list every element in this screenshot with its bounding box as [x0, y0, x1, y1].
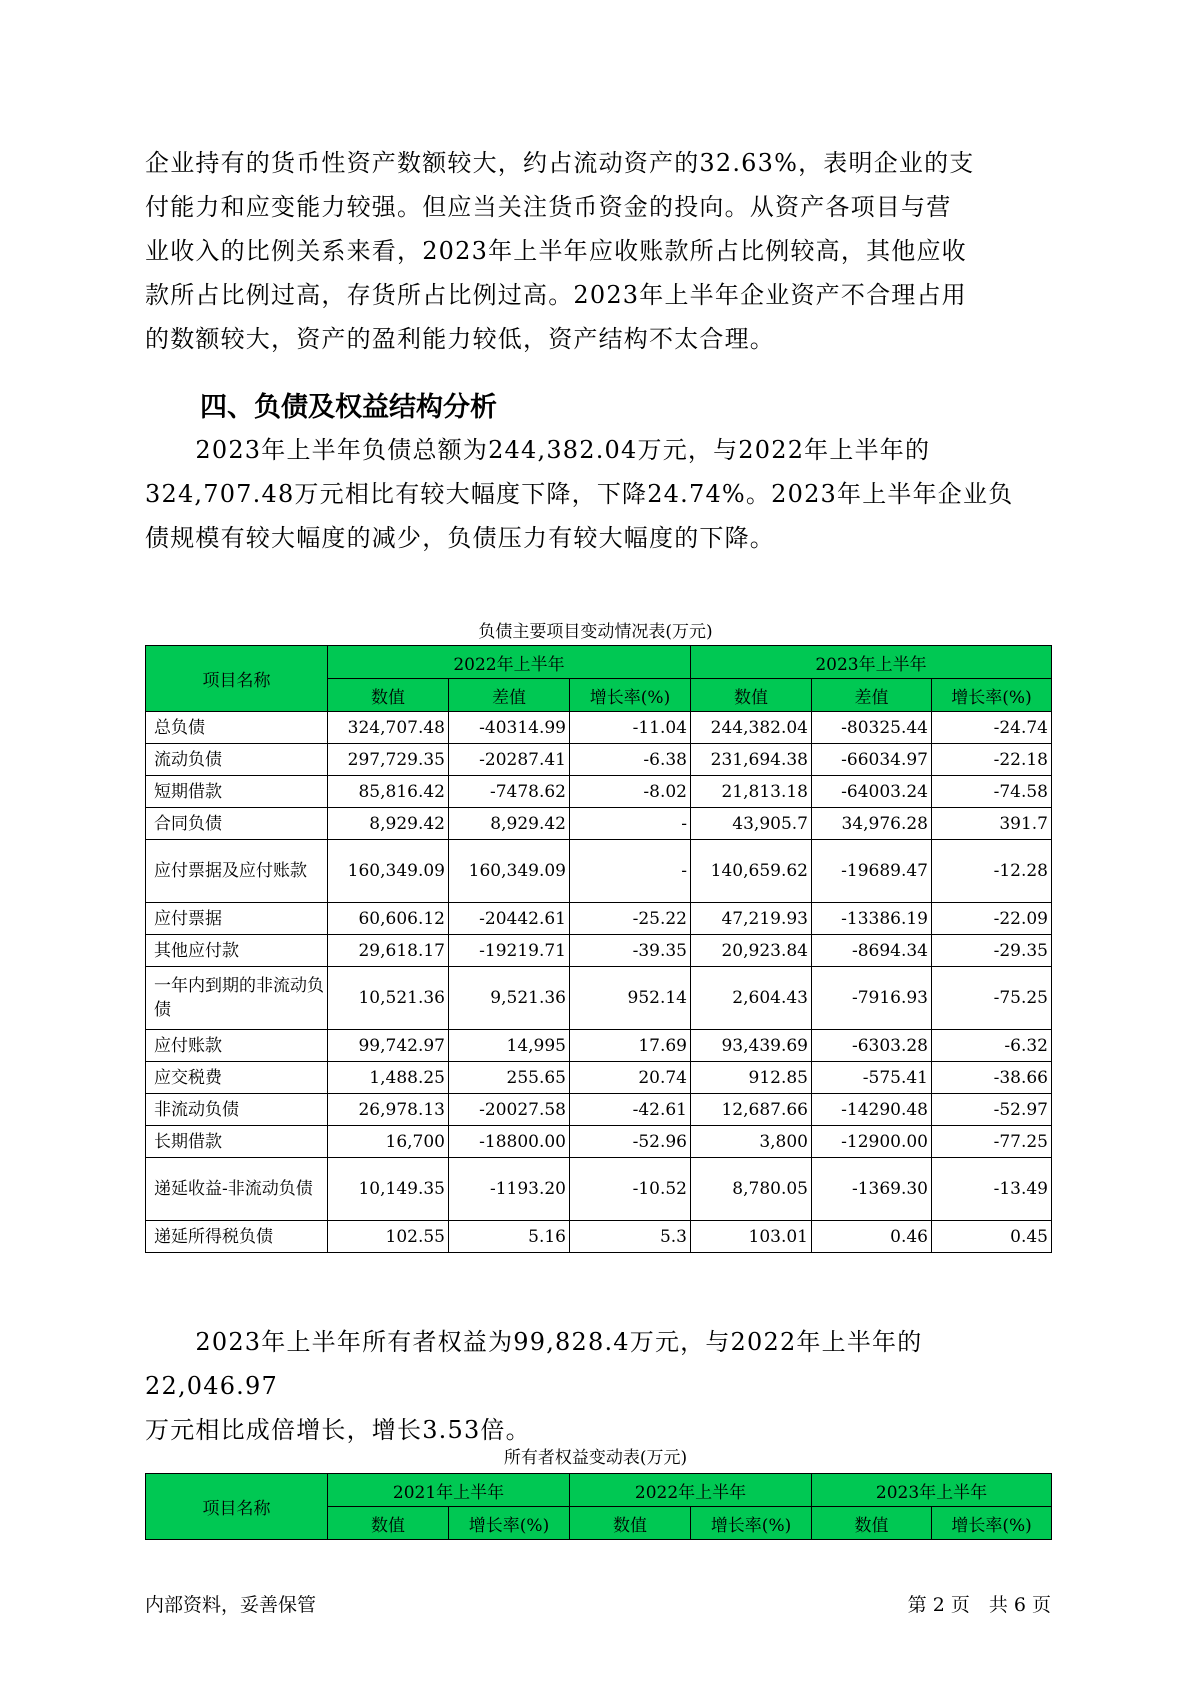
text-line: 万元相比成倍增长，增长3.53倍。: [145, 1416, 531, 1444]
table-cell: 93,439.69: [691, 1030, 812, 1062]
table-cell: 8,780.05: [691, 1158, 812, 1221]
equity-table: [145, 1473, 1052, 1540]
table-cell: 17.69: [570, 1030, 691, 1062]
table-cell: 10,521.36: [328, 967, 449, 1030]
column-header: 差值: [812, 679, 932, 712]
row-label: 合同负债: [146, 808, 328, 840]
row-label: 递延所得税负债: [146, 1221, 328, 1253]
table-cell: 324,707.48: [328, 712, 449, 744]
item-name-header: 项目名称: [146, 646, 328, 712]
table-cell: -10.52: [570, 1158, 691, 1221]
table-row: [146, 744, 1052, 776]
table-row: [146, 1158, 1052, 1221]
table-cell: -52.97: [932, 1094, 1052, 1126]
table-cell: -39.35: [570, 935, 691, 967]
item-name-header: 项目名称: [146, 1474, 328, 1540]
table-cell: 10,149.35: [328, 1158, 449, 1221]
table-cell: -74.58: [932, 776, 1052, 808]
text-line: 的数额较大，资产的盈利能力较低，资产结构不太合理。: [145, 325, 775, 353]
section-heading: 四、负债及权益结构分析: [200, 392, 497, 423]
row-label: 应交税费: [146, 1062, 328, 1094]
table-cell: 2,604.43: [691, 967, 812, 1030]
text-line: 324,707.48万元相比有较大幅度下降，下降24.74%。2023年上半年企业负: [145, 480, 1014, 508]
table-cell: 391.7: [932, 808, 1052, 840]
table-cell: -66034.97: [812, 744, 932, 776]
table-cell: -22.09: [932, 903, 1052, 935]
period-header: 2023年上半年: [691, 646, 1052, 679]
footer-page-number: 第 2 页 共 6 页: [907, 1594, 1051, 1616]
table-cell: 160,349.09: [328, 840, 449, 903]
table-cell: 5.3: [570, 1221, 691, 1253]
column-header: 增长率(%): [932, 679, 1052, 712]
table-cell: 952.14: [570, 967, 691, 1030]
table-cell: -: [570, 840, 691, 903]
table-cell: -13386.19: [812, 903, 932, 935]
table-cell: -52.96: [570, 1126, 691, 1158]
text-line: 款所占比例过高，存货所占比例过高。2023年上半年企业资产不合理占用: [145, 281, 967, 309]
table-cell: -7916.93: [812, 967, 932, 1030]
table-row: [146, 935, 1052, 967]
table-cell: -24.74: [932, 712, 1052, 744]
table-cell: -20442.61: [449, 903, 570, 935]
row-label: 应付账款: [146, 1030, 328, 1062]
period-header: 2021年上半年: [328, 1474, 570, 1507]
table-row: [146, 1094, 1052, 1126]
row-label: 递延收益-非流动负债: [146, 1158, 328, 1221]
table-cell: 103.01: [691, 1221, 812, 1253]
table-row: [146, 1221, 1052, 1253]
table-row: [146, 1126, 1052, 1158]
table-cell: 0.45: [932, 1221, 1052, 1253]
column-header: 差值: [449, 679, 570, 712]
column-header: 增长率(%): [449, 1507, 570, 1540]
table-cell: 21,813.18: [691, 776, 812, 808]
table-cell: -: [570, 808, 691, 840]
equity-table-caption: 所有者权益变动表(万元): [503, 1448, 688, 1468]
table-cell: -8694.34: [812, 935, 932, 967]
period-header: 2022年上半年: [570, 1474, 812, 1507]
table-cell: 244,382.04: [691, 712, 812, 744]
table-cell: -20027.58: [449, 1094, 570, 1126]
table-cell: 912.85: [691, 1062, 812, 1094]
table-cell: 1,488.25: [328, 1062, 449, 1094]
column-header: 增长率(%): [932, 1507, 1052, 1540]
row-label: 其他应付款: [146, 935, 328, 967]
period-header: 2022年上半年: [328, 646, 691, 679]
table-cell: -80325.44: [812, 712, 932, 744]
row-label: 应付票据: [146, 903, 328, 935]
table-cell: -12.28: [932, 840, 1052, 903]
table-cell: 34,976.28: [812, 808, 932, 840]
table-cell: -20287.41: [449, 744, 570, 776]
table-row: [146, 1062, 1052, 1094]
table-cell: -1193.20: [449, 1158, 570, 1221]
text-line: 企业持有的货币性资产数额较大，约占流动资产的32.63%，表明企业的支: [145, 149, 975, 177]
table-cell: 29,618.17: [328, 935, 449, 967]
table-cell: 160,349.09: [449, 840, 570, 903]
table-cell: -7478.62: [449, 776, 570, 808]
intro-paragraph: [145, 141, 1045, 361]
table-cell: 14,995: [449, 1030, 570, 1062]
table-cell: -64003.24: [812, 776, 932, 808]
row-label: 短期借款: [146, 776, 328, 808]
text-line: 2023年上半年所有者权益为99,828.4万元，与2022年上半年的22,046.97: [145, 1328, 923, 1400]
liability-paragraph: [145, 428, 1045, 560]
equity-paragraph: [145, 1320, 1045, 1452]
table-cell: 26,978.13: [328, 1094, 449, 1126]
text-line: 2023年上半年负债总额为244,382.04万元，与2022年上半年的: [145, 436, 931, 464]
table-cell: 8,929.42: [328, 808, 449, 840]
table-cell: 47,219.93: [691, 903, 812, 935]
table-cell: -38.66: [932, 1062, 1052, 1094]
row-label: 总负债: [146, 712, 328, 744]
table-cell: 140,659.62: [691, 840, 812, 903]
table-cell: 3,800: [691, 1126, 812, 1158]
table-cell: 16,700: [328, 1126, 449, 1158]
liability-table-caption: 负债主要项目变动情况表(万元): [478, 622, 713, 642]
row-label: 长期借款: [146, 1126, 328, 1158]
table-row: [146, 712, 1052, 744]
table-cell: 5.16: [449, 1221, 570, 1253]
table-cell: 231,694.38: [691, 744, 812, 776]
column-header: 数值: [328, 1507, 449, 1540]
table-cell: 60,606.12: [328, 903, 449, 935]
table-cell: -6.38: [570, 744, 691, 776]
table-cell: -18800.00: [449, 1126, 570, 1158]
row-label: 流动负债: [146, 744, 328, 776]
row-label: 一年内到期的非流动负债: [146, 967, 328, 1030]
table-cell: 99,742.97: [328, 1030, 449, 1062]
row-label: 应付票据及应付账款: [146, 840, 328, 903]
table-cell: -1369.30: [812, 1158, 932, 1221]
table-row: [146, 903, 1052, 935]
text-line: 债规模有较大幅度的减少，负债压力有较大幅度的下降。: [145, 524, 775, 552]
table-row: [146, 808, 1052, 840]
row-label: 非流动负债: [146, 1094, 328, 1126]
table-cell: -25.22: [570, 903, 691, 935]
column-header: 增长率(%): [570, 679, 691, 712]
table-cell: 8,929.42: [449, 808, 570, 840]
table-cell: 102.55: [328, 1221, 449, 1253]
table-cell: -6303.28: [812, 1030, 932, 1062]
table-cell: -40314.99: [449, 712, 570, 744]
table-cell: 20.74: [570, 1062, 691, 1094]
table-row: [146, 840, 1052, 903]
column-header: 增长率(%): [691, 1507, 812, 1540]
table-cell: -19219.71: [449, 935, 570, 967]
table-cell: -29.35: [932, 935, 1052, 967]
liability-table-body: [146, 712, 1052, 1253]
table-cell: -75.25: [932, 967, 1052, 1030]
table-cell: 20,923.84: [691, 935, 812, 967]
text-line: 业收入的比例关系来看，2023年上半年应收账款所占比例较高，其他应收: [145, 237, 967, 265]
table-cell: -575.41: [812, 1062, 932, 1094]
column-header: 数值: [328, 679, 449, 712]
table-cell: 85,816.42: [328, 776, 449, 808]
table-cell: -14290.48: [812, 1094, 932, 1126]
table-cell: -6.32: [932, 1030, 1052, 1062]
table-cell: 297,729.35: [328, 744, 449, 776]
footer-confidential-note: 内部资料，妥善保管: [145, 1594, 317, 1616]
text-line: 付能力和应变能力较强。但应当关注货币资金的投向。从资产各项目与营: [145, 193, 952, 221]
table-cell: -19689.47: [812, 840, 932, 903]
table-cell: -11.04: [570, 712, 691, 744]
table-row: [146, 1030, 1052, 1062]
table-row: [146, 967, 1052, 1030]
table-row: [146, 776, 1052, 808]
column-header: 数值: [570, 1507, 691, 1540]
table-cell: 9,521.36: [449, 967, 570, 1030]
table-cell: -12900.00: [812, 1126, 932, 1158]
table-cell: -77.25: [932, 1126, 1052, 1158]
table-cell: 255.65: [449, 1062, 570, 1094]
table-cell: -13.49: [932, 1158, 1052, 1221]
table-cell: -22.18: [932, 744, 1052, 776]
table-cell: -42.61: [570, 1094, 691, 1126]
liability-table: [145, 645, 1052, 1253]
table-cell: 43,905.7: [691, 808, 812, 840]
table-cell: 0.46: [812, 1221, 932, 1253]
column-header: 数值: [691, 679, 812, 712]
table-cell: 12,687.66: [691, 1094, 812, 1126]
table-cell: -8.02: [570, 776, 691, 808]
period-header: 2023年上半年: [812, 1474, 1052, 1507]
column-header: 数值: [812, 1507, 932, 1540]
